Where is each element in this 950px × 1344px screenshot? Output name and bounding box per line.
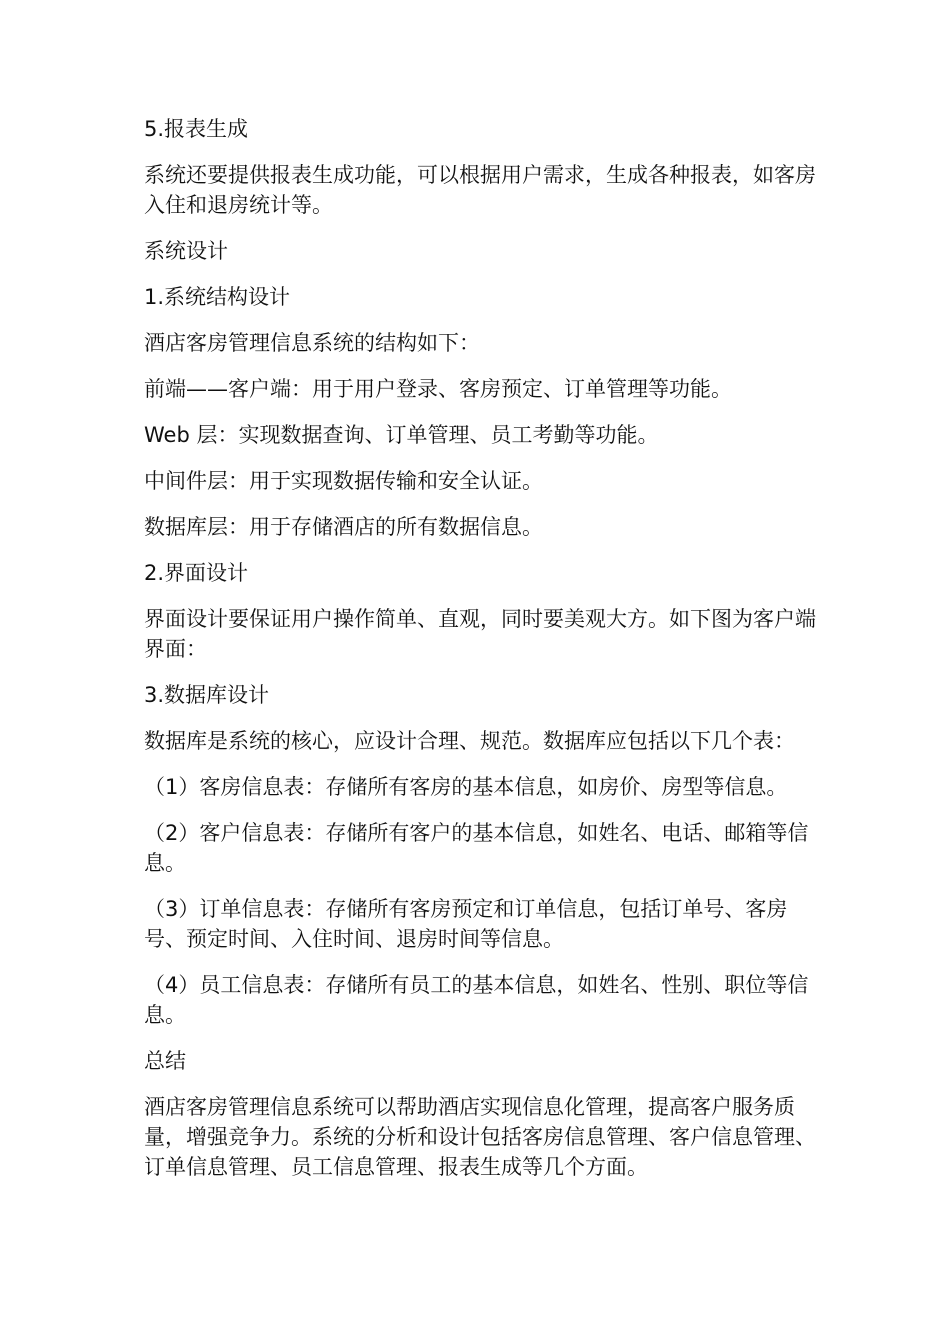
paragraph-database-intro: 数据库是系统的核心，应设计合理、规范。数据库应包括以下几个表： (144, 729, 795, 753)
section-heading-summary: 总结 (144, 1049, 186, 1073)
list-item-room-table: （1）客房信息表：存储所有客房的基本信息，如房价、房型等信息。 (144, 775, 788, 799)
document-body (144, 114, 824, 1198)
paragraph-summary: 酒店客房管理信息系统可以帮助酒店实现信息化管理，提高客户服务质量，增强竞争力。系统的分析和设计包括客房信息管理、客户信息管理、订单信息管理、员工信息管理、报表生成等几个方面。 (144, 1095, 816, 1179)
paragraph-web-layer: Web 层：实现数据查询、订单管理、员工考勤等功能。 (144, 423, 659, 447)
subheading-interface-design: 2.界面设计 (144, 561, 249, 585)
paragraph-structure-intro: 酒店客房管理信息系统的结构如下： (144, 331, 480, 355)
section-heading-system-design: 系统设计 (144, 239, 228, 263)
section-heading-report-generation: 5.报表生成 (144, 117, 249, 141)
paragraph-report-generation: 系统还要提供报表生成功能，可以根据用户需求，生成各种报表，如客房入住和退房统计等。 (144, 163, 816, 217)
list-item-customer-table: （2）客户信息表：存储所有客户的基本信息，如姓名、电话、邮箱等信息。 (144, 821, 809, 875)
paragraph-database-layer: 数据库层：用于存储酒店的所有数据信息。 (144, 515, 543, 539)
list-item-staff-table: （4）员工信息表：存储所有员工的基本信息，如姓名、性别、职位等信息。 (144, 973, 809, 1027)
paragraph-interface-design: 界面设计要保证用户操作简单、直观，同时要美观大方。如下图为客户端界面： (144, 607, 816, 661)
paragraph-middleware-layer: 中间件层：用于实现数据传输和安全认证。 (144, 469, 543, 493)
list-item-order-table: （3）订单信息表：存储所有客房预定和订单信息，包括订单号、客房号、预定时间、入住时间、退房时间等信息。 (144, 897, 788, 951)
subheading-structure-design: 1.系统结构设计 (144, 285, 291, 309)
subheading-database-design: 3.数据库设计 (144, 683, 270, 707)
paragraph-frontend-layer: 前端——客户端：用于用户登录、客房预定、订单管理等功能。 (144, 377, 732, 401)
